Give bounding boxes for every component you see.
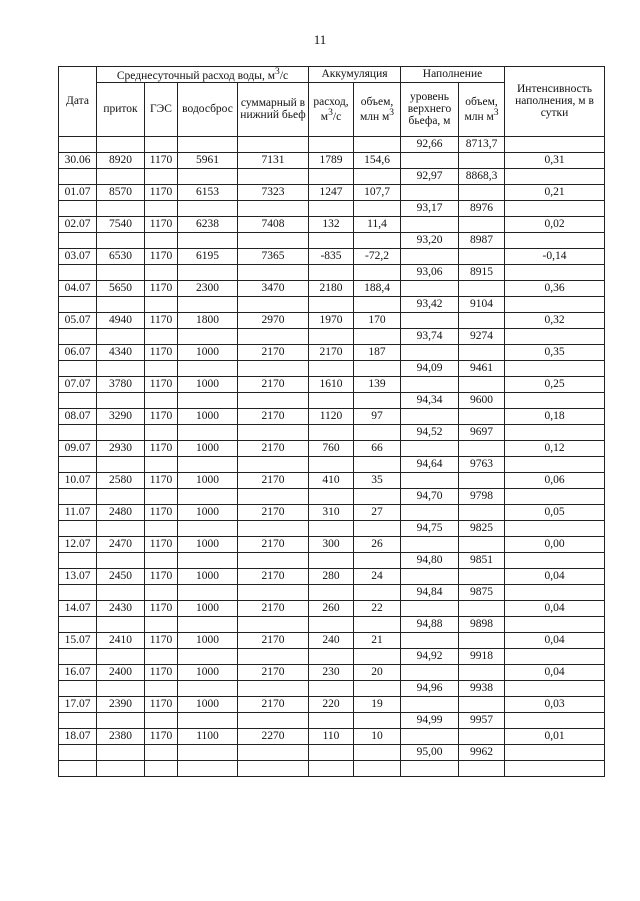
upstream-level-cell: 94,34 [401,392,459,408]
hpp-cell: 1170 [145,600,178,616]
total-downstream-cell: 7323 [238,184,309,200]
spillway-cell: 1000 [178,664,238,680]
acc-volume-cell: 24 [354,568,401,584]
hpp-cell: 1170 [145,312,178,328]
acc-flow-cell: 110 [309,728,354,744]
fill-volume-cell: 9875 [459,584,505,600]
hpp-cell: 1170 [145,696,178,712]
date-cell: 05.07 [59,312,97,328]
spillway-cell: 1000 [178,472,238,488]
inflow-cell: 8570 [97,184,145,200]
empty-row [59,760,605,776]
intensity-cell: 0,21 [505,184,605,200]
header-date: Дата [59,67,97,137]
acc-volume-cell: 154,6 [354,152,401,168]
acc-flow-cell: 1247 [309,184,354,200]
day-row [59,568,605,584]
intensity-cell: 0,12 [505,440,605,456]
acc-flow-cell: 2170 [309,344,354,360]
hpp-cell: 1170 [145,664,178,680]
spillway-cell: 1000 [178,440,238,456]
intensity-cell: 0,04 [505,632,605,648]
date-cell: 01.07 [59,184,97,200]
date-cell: 10.07 [59,472,97,488]
spillway-cell: 1100 [178,728,238,744]
fill-volume-cell: 9918 [459,648,505,664]
total-downstream-cell: 2270 [238,728,309,744]
day-row [59,344,605,360]
spillway-cell: 1000 [178,504,238,520]
upstream-level-cell: 94,64 [401,456,459,472]
acc-volume-cell: 21 [354,632,401,648]
inflow-cell: 2410 [97,632,145,648]
page-number: 11 [313,32,327,47]
day-row [59,664,605,680]
fill-volume-cell: 8987 [459,232,505,248]
acc-flow-cell: 1789 [309,152,354,168]
acc-volume-cell: 11,4 [354,216,401,232]
total-downstream-cell: 2170 [238,696,309,712]
date-cell: 11.07 [59,504,97,520]
intensity-cell: 0,02 [505,216,605,232]
date-cell: 15.07 [59,632,97,648]
acc-flow-cell: 300 [309,536,354,552]
level-row [59,168,605,184]
inflow-cell: 2930 [97,440,145,456]
acc-flow-cell: 410 [309,472,354,488]
upstream-level-cell: 94,92 [401,648,459,664]
level-row [59,680,605,696]
intensity-cell: 0,36 [505,280,605,296]
inflow-cell: 2400 [97,664,145,680]
day-row [59,696,605,712]
acc-flow-cell: 280 [309,568,354,584]
date-cell: 12.07 [59,536,97,552]
hpp-cell: 1170 [145,536,178,552]
upstream-level-cell: 93,42 [401,296,459,312]
intensity-cell: 0,35 [505,344,605,360]
level-row [59,712,605,728]
fill-volume-cell: 9461 [459,360,505,376]
intensity-cell: 0,32 [505,312,605,328]
total-downstream-cell: 2170 [238,408,309,424]
day-row [59,216,605,232]
level-row [59,616,605,632]
fill-volume-cell: 9763 [459,456,505,472]
hpp-cell: 1170 [145,344,178,360]
fill-volume-cell: 9274 [459,328,505,344]
acc-flow-cell: 1970 [309,312,354,328]
acc-flow-cell: 1120 [309,408,354,424]
day-row [59,440,605,456]
upstream-level-cell: 94,75 [401,520,459,536]
spillway-cell: 6195 [178,248,238,264]
day-row [59,728,605,744]
inflow-cell: 4340 [97,344,145,360]
acc-volume-cell: 35 [354,472,401,488]
hpp-cell: 1170 [145,472,178,488]
total-downstream-cell: 7365 [238,248,309,264]
header-acc-flow: расход, $м^3/с$ [309,82,354,136]
level-row [59,520,605,536]
hpp-cell: 1170 [145,216,178,232]
inflow-cell: 2480 [97,504,145,520]
day-row [59,248,605,264]
intensity-cell: 0,06 [505,472,605,488]
upstream-level-cell: 94,99 [401,712,459,728]
upstream-level-cell: 94,96 [401,680,459,696]
level-row [59,424,605,440]
table-body [59,136,605,776]
intensity-cell: 0,03 [505,696,605,712]
inflow-cell: 3290 [97,408,145,424]
inflow-cell: 2580 [97,472,145,488]
upstream-level-cell: 93,74 [401,328,459,344]
header-intensity: Интенсивность наполнения, м в сутки [505,67,605,137]
date-cell: 08.07 [59,408,97,424]
hpp-cell: 1170 [145,184,178,200]
level-row [59,296,605,312]
acc-flow-cell: 760 [309,440,354,456]
hpp-cell: 1170 [145,568,178,584]
fill-volume-cell: 9851 [459,552,505,568]
spillway-cell: 6238 [178,216,238,232]
intensity-cell: 0,04 [505,664,605,680]
hpp-cell: 1170 [145,440,178,456]
hpp-cell: 1170 [145,152,178,168]
fill-volume-cell: 8868,3 [459,168,505,184]
level-row [59,392,605,408]
acc-volume-cell: 26 [354,536,401,552]
fill-volume-cell: 9898 [459,616,505,632]
spillway-cell: 1000 [178,696,238,712]
spillway-cell: 6153 [178,184,238,200]
inflow-cell: 5650 [97,280,145,296]
spillway-cell: 1800 [178,312,238,328]
level-row [59,648,605,664]
header-hpp: ГЭС [145,82,178,136]
fill-volume-cell: 9600 [459,392,505,408]
acc-volume-cell: 27 [354,504,401,520]
total-downstream-cell: 2170 [238,440,309,456]
acc-volume-cell: 10 [354,728,401,744]
total-downstream-cell: 2170 [238,536,309,552]
header-total-downstream: суммарный в нижний бьеф [238,82,309,136]
intensity-cell: 0,01 [505,728,605,744]
level-row [59,744,605,760]
acc-volume-cell: 170 [354,312,401,328]
date-cell: 09.07 [59,440,97,456]
inflow-cell: 2380 [97,728,145,744]
date-cell: 02.07 [59,216,97,232]
upstream-level-cell: 94,09 [401,360,459,376]
day-row [59,472,605,488]
fill-volume-cell: 8713,7 [459,136,505,152]
upstream-level-cell: 95,00 [401,744,459,760]
inflow-cell: 2470 [97,536,145,552]
acc-flow-cell: 230 [309,664,354,680]
spillway-cell: 1000 [178,344,238,360]
spillway-cell: 1000 [178,536,238,552]
date-cell: 07.07 [59,376,97,392]
upstream-level-cell: 93,17 [401,200,459,216]
acc-volume-cell: 19 [354,696,401,712]
total-downstream-cell: 2170 [238,376,309,392]
date-cell: 14.07 [59,600,97,616]
total-downstream-cell: 2970 [238,312,309,328]
inflow-cell: 6530 [97,248,145,264]
upstream-level-cell: 92,97 [401,168,459,184]
day-row [59,152,605,168]
hpp-cell: 1170 [145,376,178,392]
spillway-cell: 1000 [178,632,238,648]
upstream-level-cell: 92,66 [401,136,459,152]
day-row [59,280,605,296]
level-row [59,200,605,216]
intensity-cell: 0,00 [505,536,605,552]
spillway-cell: 1000 [178,568,238,584]
inflow-cell: 2450 [97,568,145,584]
level-row [59,584,605,600]
total-downstream-cell: 2170 [238,632,309,648]
date-cell: 03.07 [59,248,97,264]
hpp-cell: 1170 [145,408,178,424]
day-row [59,504,605,520]
intensity-cell: 0,05 [505,504,605,520]
level-row [59,328,605,344]
date-cell: 18.07 [59,728,97,744]
hpp-cell: 1170 [145,504,178,520]
intensity-cell: 0,25 [505,376,605,392]
inflow-cell: 4940 [97,312,145,328]
upstream-level-cell: 94,80 [401,552,459,568]
total-downstream-cell: 2170 [238,568,309,584]
header-accumulation: Аккумуляция [309,67,401,83]
acc-flow-cell: 260 [309,600,354,616]
day-row [59,536,605,552]
day-row [59,376,605,392]
acc-volume-cell: 139 [354,376,401,392]
total-downstream-cell: 7131 [238,152,309,168]
total-downstream-cell: 2170 [238,600,309,616]
acc-volume-cell: -72,2 [354,248,401,264]
fill-volume-cell: 9697 [459,424,505,440]
date-cell: 16.07 [59,664,97,680]
day-row [59,312,605,328]
acc-volume-cell: 22 [354,600,401,616]
inflow-cell: 2430 [97,600,145,616]
total-downstream-cell: 2170 [238,504,309,520]
hpp-cell: 1170 [145,632,178,648]
date-cell: 30.06 [59,152,97,168]
fill-volume-cell: 9957 [459,712,505,728]
date-cell: 04.07 [59,280,97,296]
acc-flow-cell: 240 [309,632,354,648]
header-acc-volume: объем, млн $м^3$ [354,82,401,136]
acc-volume-cell: 66 [354,440,401,456]
date-cell: 06.07 [59,344,97,360]
acc-flow-cell: 220 [309,696,354,712]
spillway-cell: 2300 [178,280,238,296]
day-row [59,408,605,424]
total-downstream-cell: 2170 [238,472,309,488]
day-row [59,600,605,616]
hpp-cell: 1170 [145,728,178,744]
fill-volume-cell: 9104 [459,296,505,312]
total-downstream-cell: 2170 [238,664,309,680]
day-row [59,632,605,648]
acc-volume-cell: 20 [354,664,401,680]
upstream-level-cell: 94,84 [401,584,459,600]
header-upstream-level: уровень верхнего бьефа, м [401,82,459,136]
date-cell: 17.07 [59,696,97,712]
upstream-level-cell: 94,88 [401,616,459,632]
fill-volume-cell: 8976 [459,200,505,216]
level-row [59,456,605,472]
header-fill-volume: объем, млн $м^3$ [459,82,505,136]
inflow-cell: 8920 [97,152,145,168]
acc-flow-cell: 310 [309,504,354,520]
header-avg-flow: Среднесуточный расход воды, $м^3/с$ [97,67,309,83]
inflow-cell: 3780 [97,376,145,392]
hpp-cell: 1170 [145,248,178,264]
upstream-level-cell: 93,20 [401,232,459,248]
spillway-cell: 1000 [178,600,238,616]
spillway-cell: 5961 [178,152,238,168]
acc-volume-cell: 107,7 [354,184,401,200]
inflow-cell: 7540 [97,216,145,232]
level-row [59,232,605,248]
header-filling: Наполнение [401,67,505,83]
inflow-cell: 2390 [97,696,145,712]
hpp-cell: 1170 [145,280,178,296]
intensity-cell: 0,04 [505,600,605,616]
acc-volume-cell: 97 [354,408,401,424]
fill-volume-cell: 9798 [459,488,505,504]
upstream-level-cell: 93,06 [401,264,459,280]
acc-flow-cell: 2180 [309,280,354,296]
intensity-cell: 0,04 [505,568,605,584]
header-inflow: приток [97,82,145,136]
acc-volume-cell: 187 [354,344,401,360]
intensity-cell: 0,31 [505,152,605,168]
spillway-cell: 1000 [178,376,238,392]
level-row [59,136,605,152]
spillway-cell: 1000 [178,408,238,424]
reservoir-filling-table [58,66,605,777]
total-downstream-cell: 3470 [238,280,309,296]
day-row [59,184,605,200]
acc-flow-cell: 132 [309,216,354,232]
intensity-cell: -0,14 [505,248,605,264]
fill-volume-cell: 9825 [459,520,505,536]
upstream-level-cell: 94,70 [401,488,459,504]
level-row [59,552,605,568]
header-spillway: водосброс [178,82,238,136]
level-row [59,360,605,376]
total-downstream-cell: 7408 [238,216,309,232]
fill-volume-cell: 8915 [459,264,505,280]
upstream-level-cell: 94,52 [401,424,459,440]
total-downstream-cell: 2170 [238,344,309,360]
acc-flow-cell: -835 [309,248,354,264]
acc-flow-cell: 1610 [309,376,354,392]
intensity-cell: 0,18 [505,408,605,424]
fill-volume-cell: 9962 [459,744,505,760]
level-row [59,488,605,504]
fill-volume-cell: 9938 [459,680,505,696]
date-cell: 13.07 [59,568,97,584]
acc-volume-cell: 188,4 [354,280,401,296]
level-row [59,264,605,280]
